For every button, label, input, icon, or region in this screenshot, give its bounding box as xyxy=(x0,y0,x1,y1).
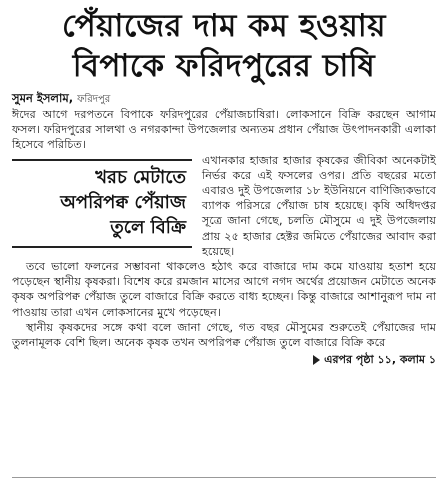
arrow-right-icon xyxy=(313,355,320,365)
pull-quote-line-3: তুলে বিক্রি xyxy=(110,216,186,238)
wrap-area xyxy=(12,107,436,367)
paragraph-3: স্থানীয় কৃষকদের সঙ্গে কথা বলে জানা গেছে, গত বছর মৌসুমের শুরুতেই পেঁয়াজের দাম তুলনামূলক বেশি ছিল। অনেক কৃষক তখন অপরিপক্ব পেঁয়াজ তুলে বাজারে বিক্রি করে xyxy=(12,320,436,350)
paragraph-intro: ঈদের আগে দরপতনে বিপাকে ফরিদপুরের পেঁয়াজচাষিরা। লোকসানে বিক্রি করছেন আগাম ফসল। ফরিদপুরের সালথা ও নগরকান্দা উপজেলার অন্যতম প্রধান পেঁয়াজ উৎপাদনকারী এলাকা হিসেবে পরিচিত। xyxy=(12,108,436,152)
headline-line-1: পেঁয়াজের দাম কম হওয়ায় xyxy=(62,8,386,44)
pull-quote xyxy=(12,159,192,248)
continued-text: এরপর পৃষ্ঠা ১১, কলাম ১ xyxy=(324,353,436,367)
paragraph-intro-continued xyxy=(12,153,436,259)
dateline-location: ফরিদপুর xyxy=(77,94,111,105)
continued-jump-line xyxy=(12,352,436,367)
headline-line-2: বিপাকে ফরিদপুরের চাষি xyxy=(72,48,376,84)
paragraph-2: তবে ভালো ফলনের সম্ভাবনা থাকলেও হঠাৎ করে বাজারে দাম কমে যাওয়ায় হতাশ হয়ে পড়েছেন স্থানীয় কৃষকরা। বিশেষ করে রমজান মাসের আগে নগদ অর্থের প্রয়োজন মেটাতে অনেক কৃষক অপরিপক্ব পেঁয়াজ তুলে বাজারে বিক্রি করতে বাধ্য হচ্ছেন। কিন্তু বাজারে আশানুরূপ দাম না পাওয়ায় তারা এখন লোকসানের মুখে পড়েছেন। xyxy=(12,260,436,319)
pull-quote-line-2: অপরিপক্ব পেঁয়াজ xyxy=(60,191,186,213)
headline xyxy=(12,6,436,86)
intro-continued-text: এখানকার হাজার হাজার কৃষকের জীবিকা অনেকটাই নির্ভর করে এই ফসলের ওপর। প্রতি বছরের মতো এবারও দুই উপজেলার ১৮ ইউনিয়নে বাণিজ্যিকভাবে ব্যাপক পরিসরে পেঁয়াজ চাষ হয়েছে। কৃষি অধিদপ্তর সূত্রে জানা গেছে, চলতি মৌসুমে এ দুই উপজেলায় প্রায় ২৫ হাজার হেক্টর জমিতে পেঁয়াজের আবাদ করা হয়েছে। xyxy=(202,153,436,258)
article-body xyxy=(12,107,436,367)
byline xyxy=(12,91,436,107)
author-name: সুমন ইসলাম, xyxy=(12,91,74,105)
bottom-rule xyxy=(12,477,436,478)
pull-quote-line-1: খরচ মেটাতে xyxy=(95,166,186,188)
